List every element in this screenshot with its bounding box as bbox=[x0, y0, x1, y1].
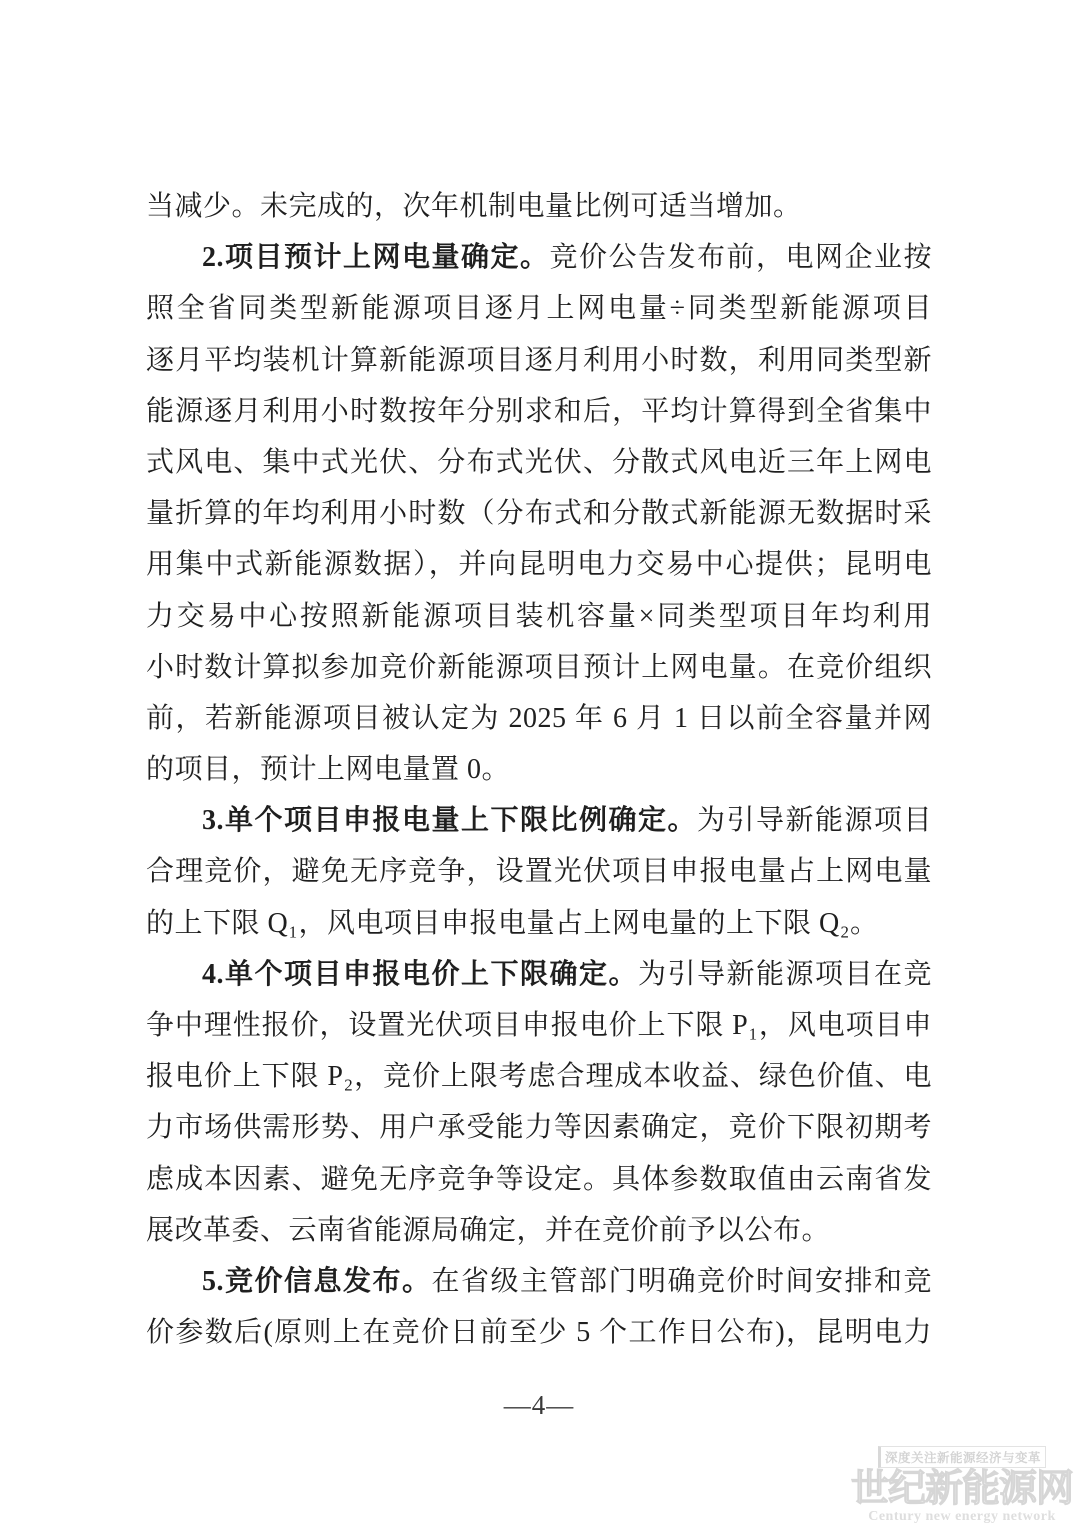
watermark-subtitle: Century new energy network bbox=[868, 1509, 1056, 1524]
text-line-section-2-heading: 2.项目预计上网电量确定。竞价公告发布前，电网企业按 bbox=[202, 242, 932, 274]
text-line: 合理竞价，避免无序竞争，设置光伏项目申报电量占上网电量 bbox=[146, 856, 932, 888]
watermark-tagline: 深度关注新能源经济与变革 bbox=[878, 1446, 1046, 1468]
watermark-logo-text: 世纪新能源网 bbox=[850, 1468, 1073, 1510]
text-line: 的上下限 Q₁，风电项目申报电量占上网电量的上下限 Q₂。 bbox=[146, 907, 879, 939]
text-line: 前，若新能源项目被认定为 2025 年 6 月 1 日以前全容量并网 bbox=[146, 702, 932, 734]
text-line-section-4-heading: 4.单个项目申报电价上下限确定。为引导新能源项目在竞 bbox=[202, 958, 932, 990]
text-line: 量折算的年均利用小时数（分布式和分散式新能源无数据时采 bbox=[146, 498, 932, 530]
text-line: 逐月平均装机计算新能源项目逐月利用小时数，利用同类型新 bbox=[146, 344, 932, 376]
text-line: 照全省同类型新能源项目逐月上网电量÷同类型新能源项目 bbox=[146, 293, 932, 325]
text-line: 用集中式新能源数据），并向昆明电力交易中心提供；昆明电 bbox=[146, 549, 932, 581]
page-number: —4— bbox=[503, 1390, 575, 1420]
text-line: 报电价上下限 P₂，竞价上限考虑合理成本收益、绿色价值、电 bbox=[146, 1061, 932, 1093]
watermark bbox=[840, 1446, 1080, 1525]
text-line: 展改革委、云南省能源局确定，并在竞价前予以公布。 bbox=[146, 1214, 831, 1246]
text-line: 力交易中心按照新能源项目装机容量×同类型项目年均利用 bbox=[146, 600, 932, 632]
text-line: 的项目，预计上网电量置 0。 bbox=[146, 754, 511, 786]
text-line: 虑成本因素、避免无序竞争等设定。具体参数取值由云南省发 bbox=[146, 1163, 932, 1195]
text-line-section-3-heading: 3.单个项目申报电量上下限比例确定。为引导新能源项目 bbox=[202, 805, 932, 837]
text-line: 小时数计算拟参加竞价新能源项目预计上网电量。在竞价组织 bbox=[146, 651, 932, 683]
document-body bbox=[146, 181, 932, 1358]
text-line: 争中理性报价，设置光伏项目申报电价上下限 P₁，风电项目申 bbox=[146, 1010, 932, 1041]
text-line: 式风电、集中式光伏、分布式光伏、分散式风电近三年上网电 bbox=[146, 446, 932, 478]
text-line: 价参数后(原则上在竞价日前至少 5 个工作日公布)，昆明电力 bbox=[146, 1317, 932, 1349]
text-line: 当减少。未完成的，次年机制电量比例可适当增加。 bbox=[146, 191, 802, 222]
text-line: 能源逐月利用小时数按年分别求和后，平均计算得到全省集中 bbox=[146, 395, 932, 427]
text-line: 力市场供需形势、用户承受能力等因素确定，竞价下限初期考 bbox=[146, 1112, 932, 1144]
text-line-section-5-heading: 5.竞价信息发布。在省级主管部门明确竞价时间安排和竞 bbox=[202, 1265, 932, 1297]
